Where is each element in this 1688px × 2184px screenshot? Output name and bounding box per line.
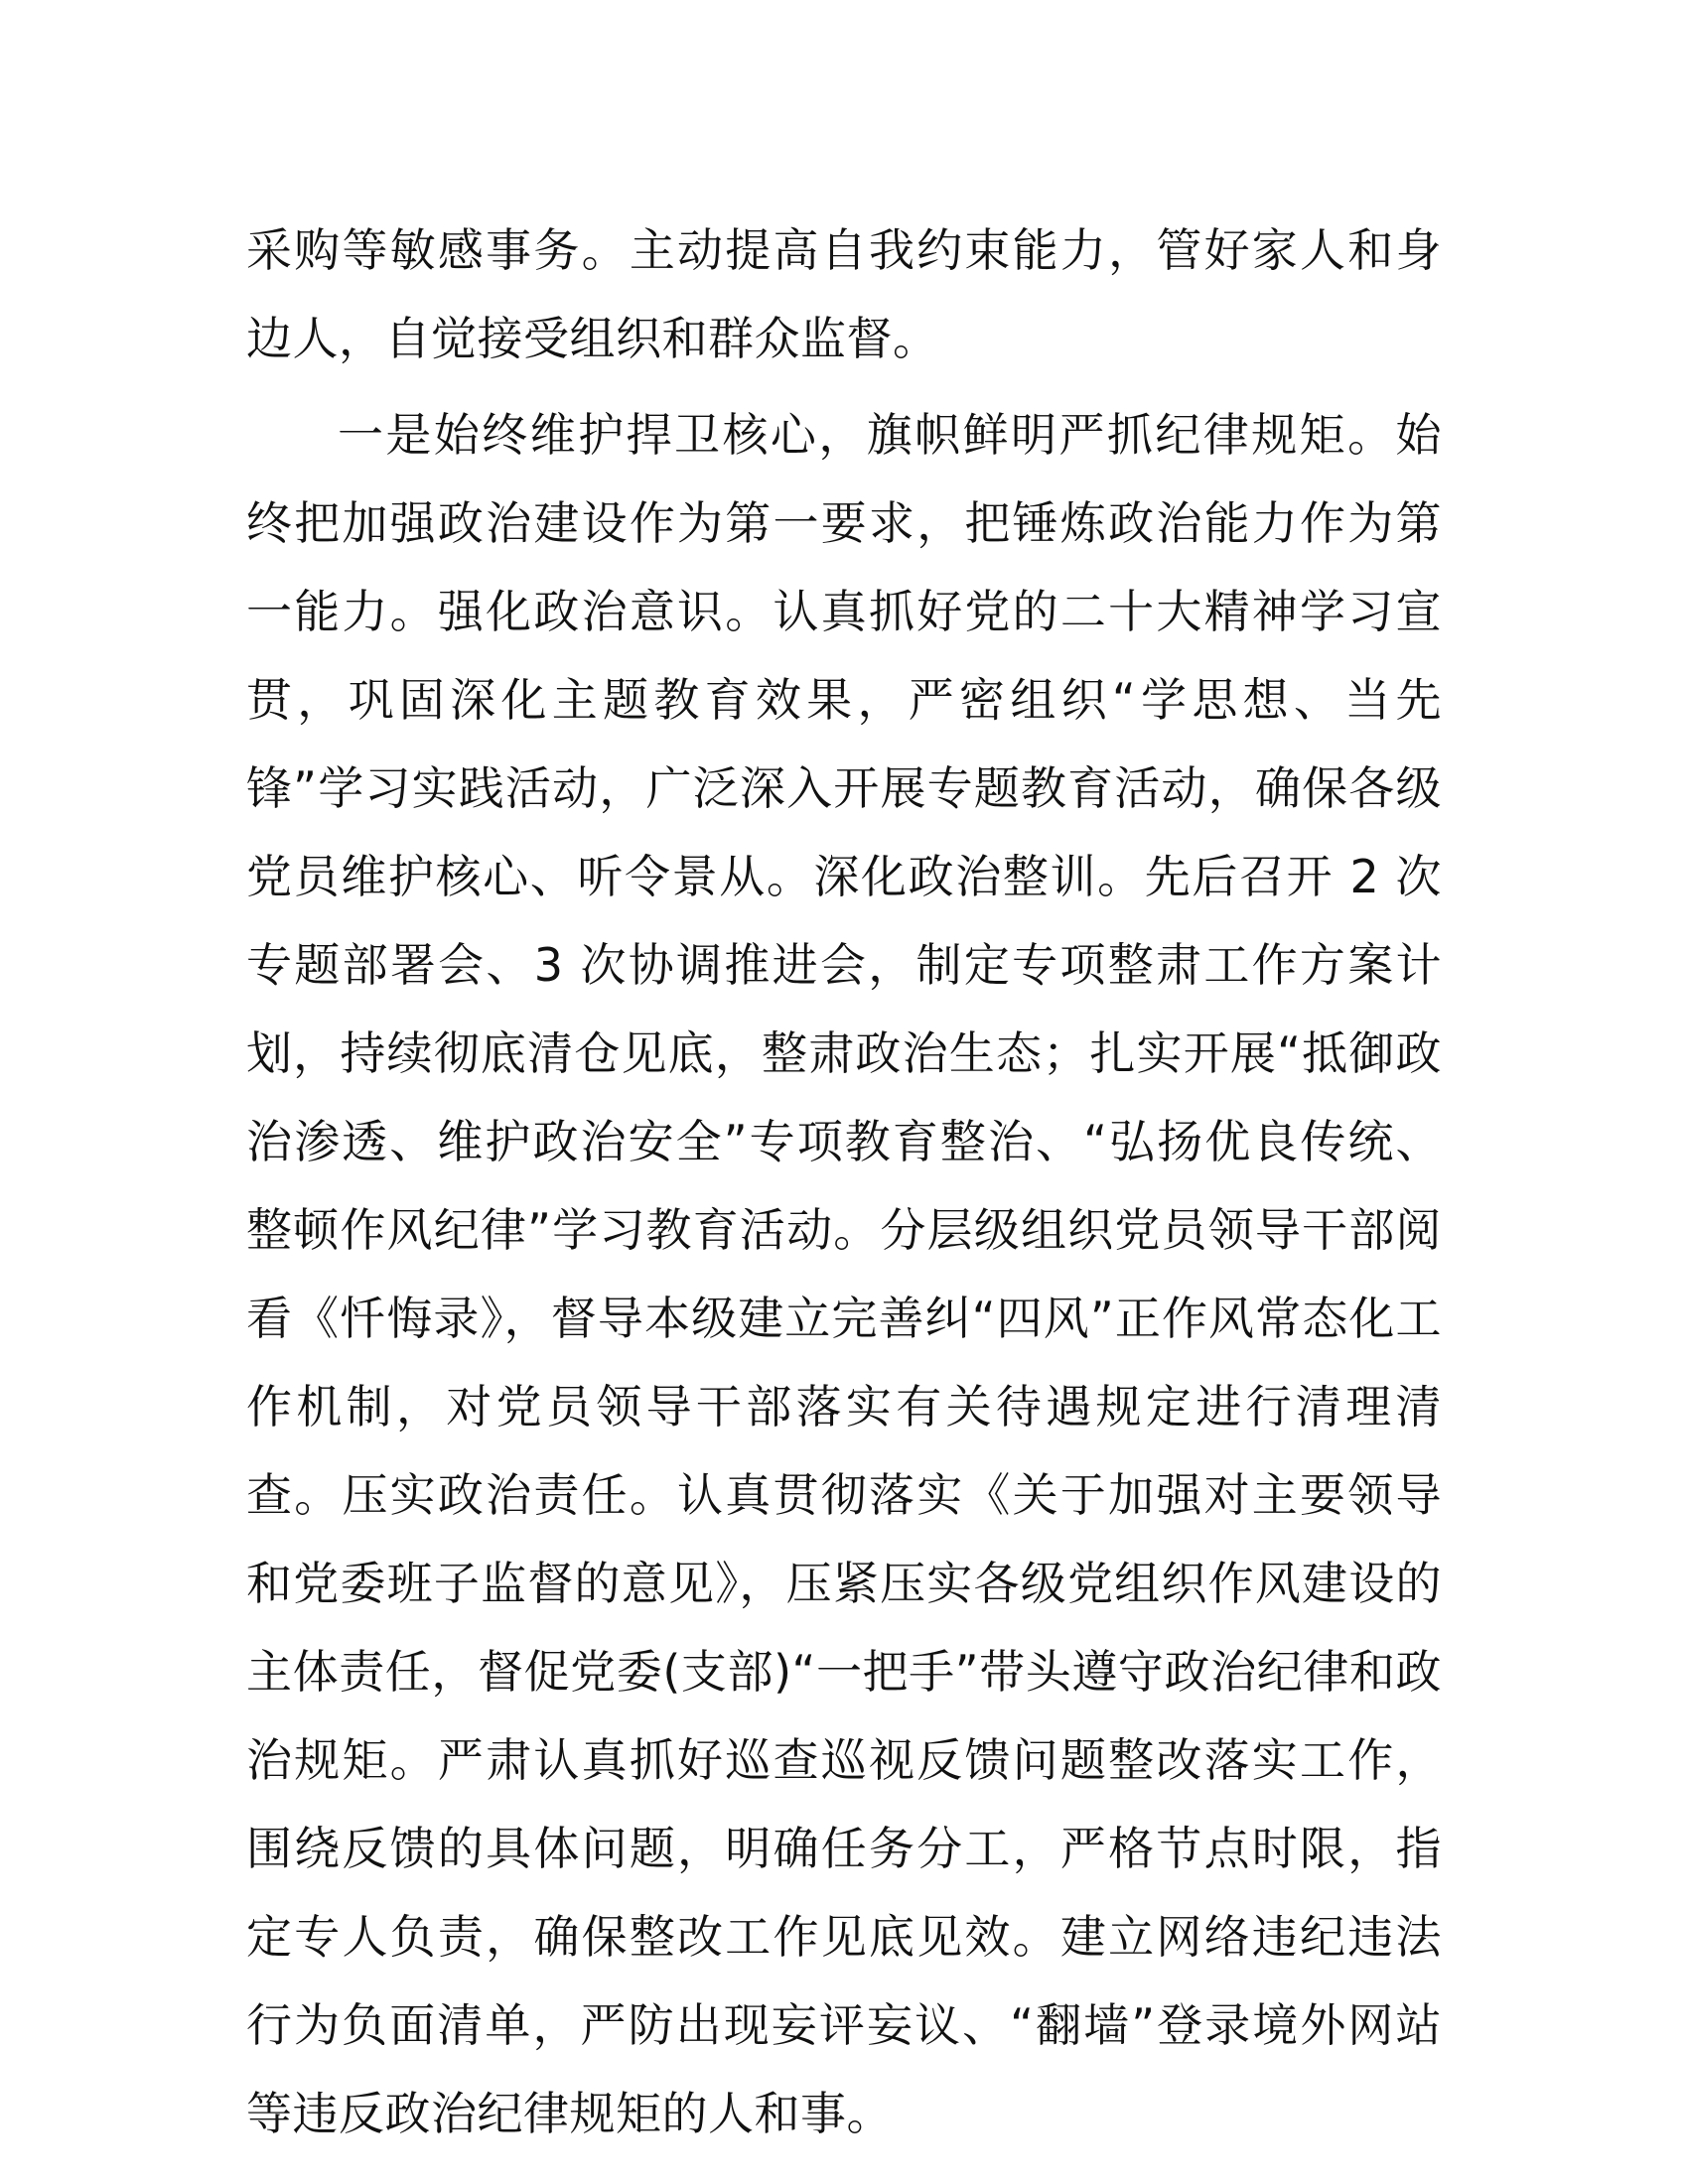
- paragraph-political-discipline: 一是始终维护捍卫核心，旗帜鲜明严抓纪律规矩。始终把加强政治建设作为第一要求，把锤炼政治能力作为第一能力。强化政治意识。认真抓好党的二十大精神学习宣贯，巩固深化主题教育效果，严密组织“学思想、当先锋”学习实践活动，广泛深入开展专题教育活动，确保各级党员维护核心、听令景从。深化政治整训。先后召开 2 次专题部署会、3 次协调推进会，制定专项整肃工作方案计划，持续彻底清仓见底，整肃政治生态；扎实开展“抵御政治渗透、维护政治安全”专项教育整治、“弘扬优良传统、整顿作风纪律”学习教育活动。分层级组织党员领导干部阅看《忏悔录》，督导本级建立完善纠“四风”正作风常态化工作机制，对党员领导干部落实有关待遇规定进行清理清查。压实政治责任。认真贯彻落实《关于加强对主要领导和党委班子监督的意见》，压紧压实各级党组织作风建设的主体责任，督促党委(支部)“一把手”带头遵守政治纪律和政治规矩。严肃认真抓好巡查巡视反馈问题整改落实工作，围绕反馈的具体问题，明确任务分工，严格节点时限，指定专人负责，确保整改工作见底见效。建立网络违纪违法行为负面清单，严防出现妄评妄议、“翻墙”登录境外网站等违反政治纪律规矩的人和事。: [246, 408, 1442, 2140]
- paragraph-continued: 采购等敏感事务。主动提高自我约束能力，管好家人和身边人，自觉接受组织和群众监督。: [246, 223, 1442, 365]
- body-text: [246, 206, 1442, 2158]
